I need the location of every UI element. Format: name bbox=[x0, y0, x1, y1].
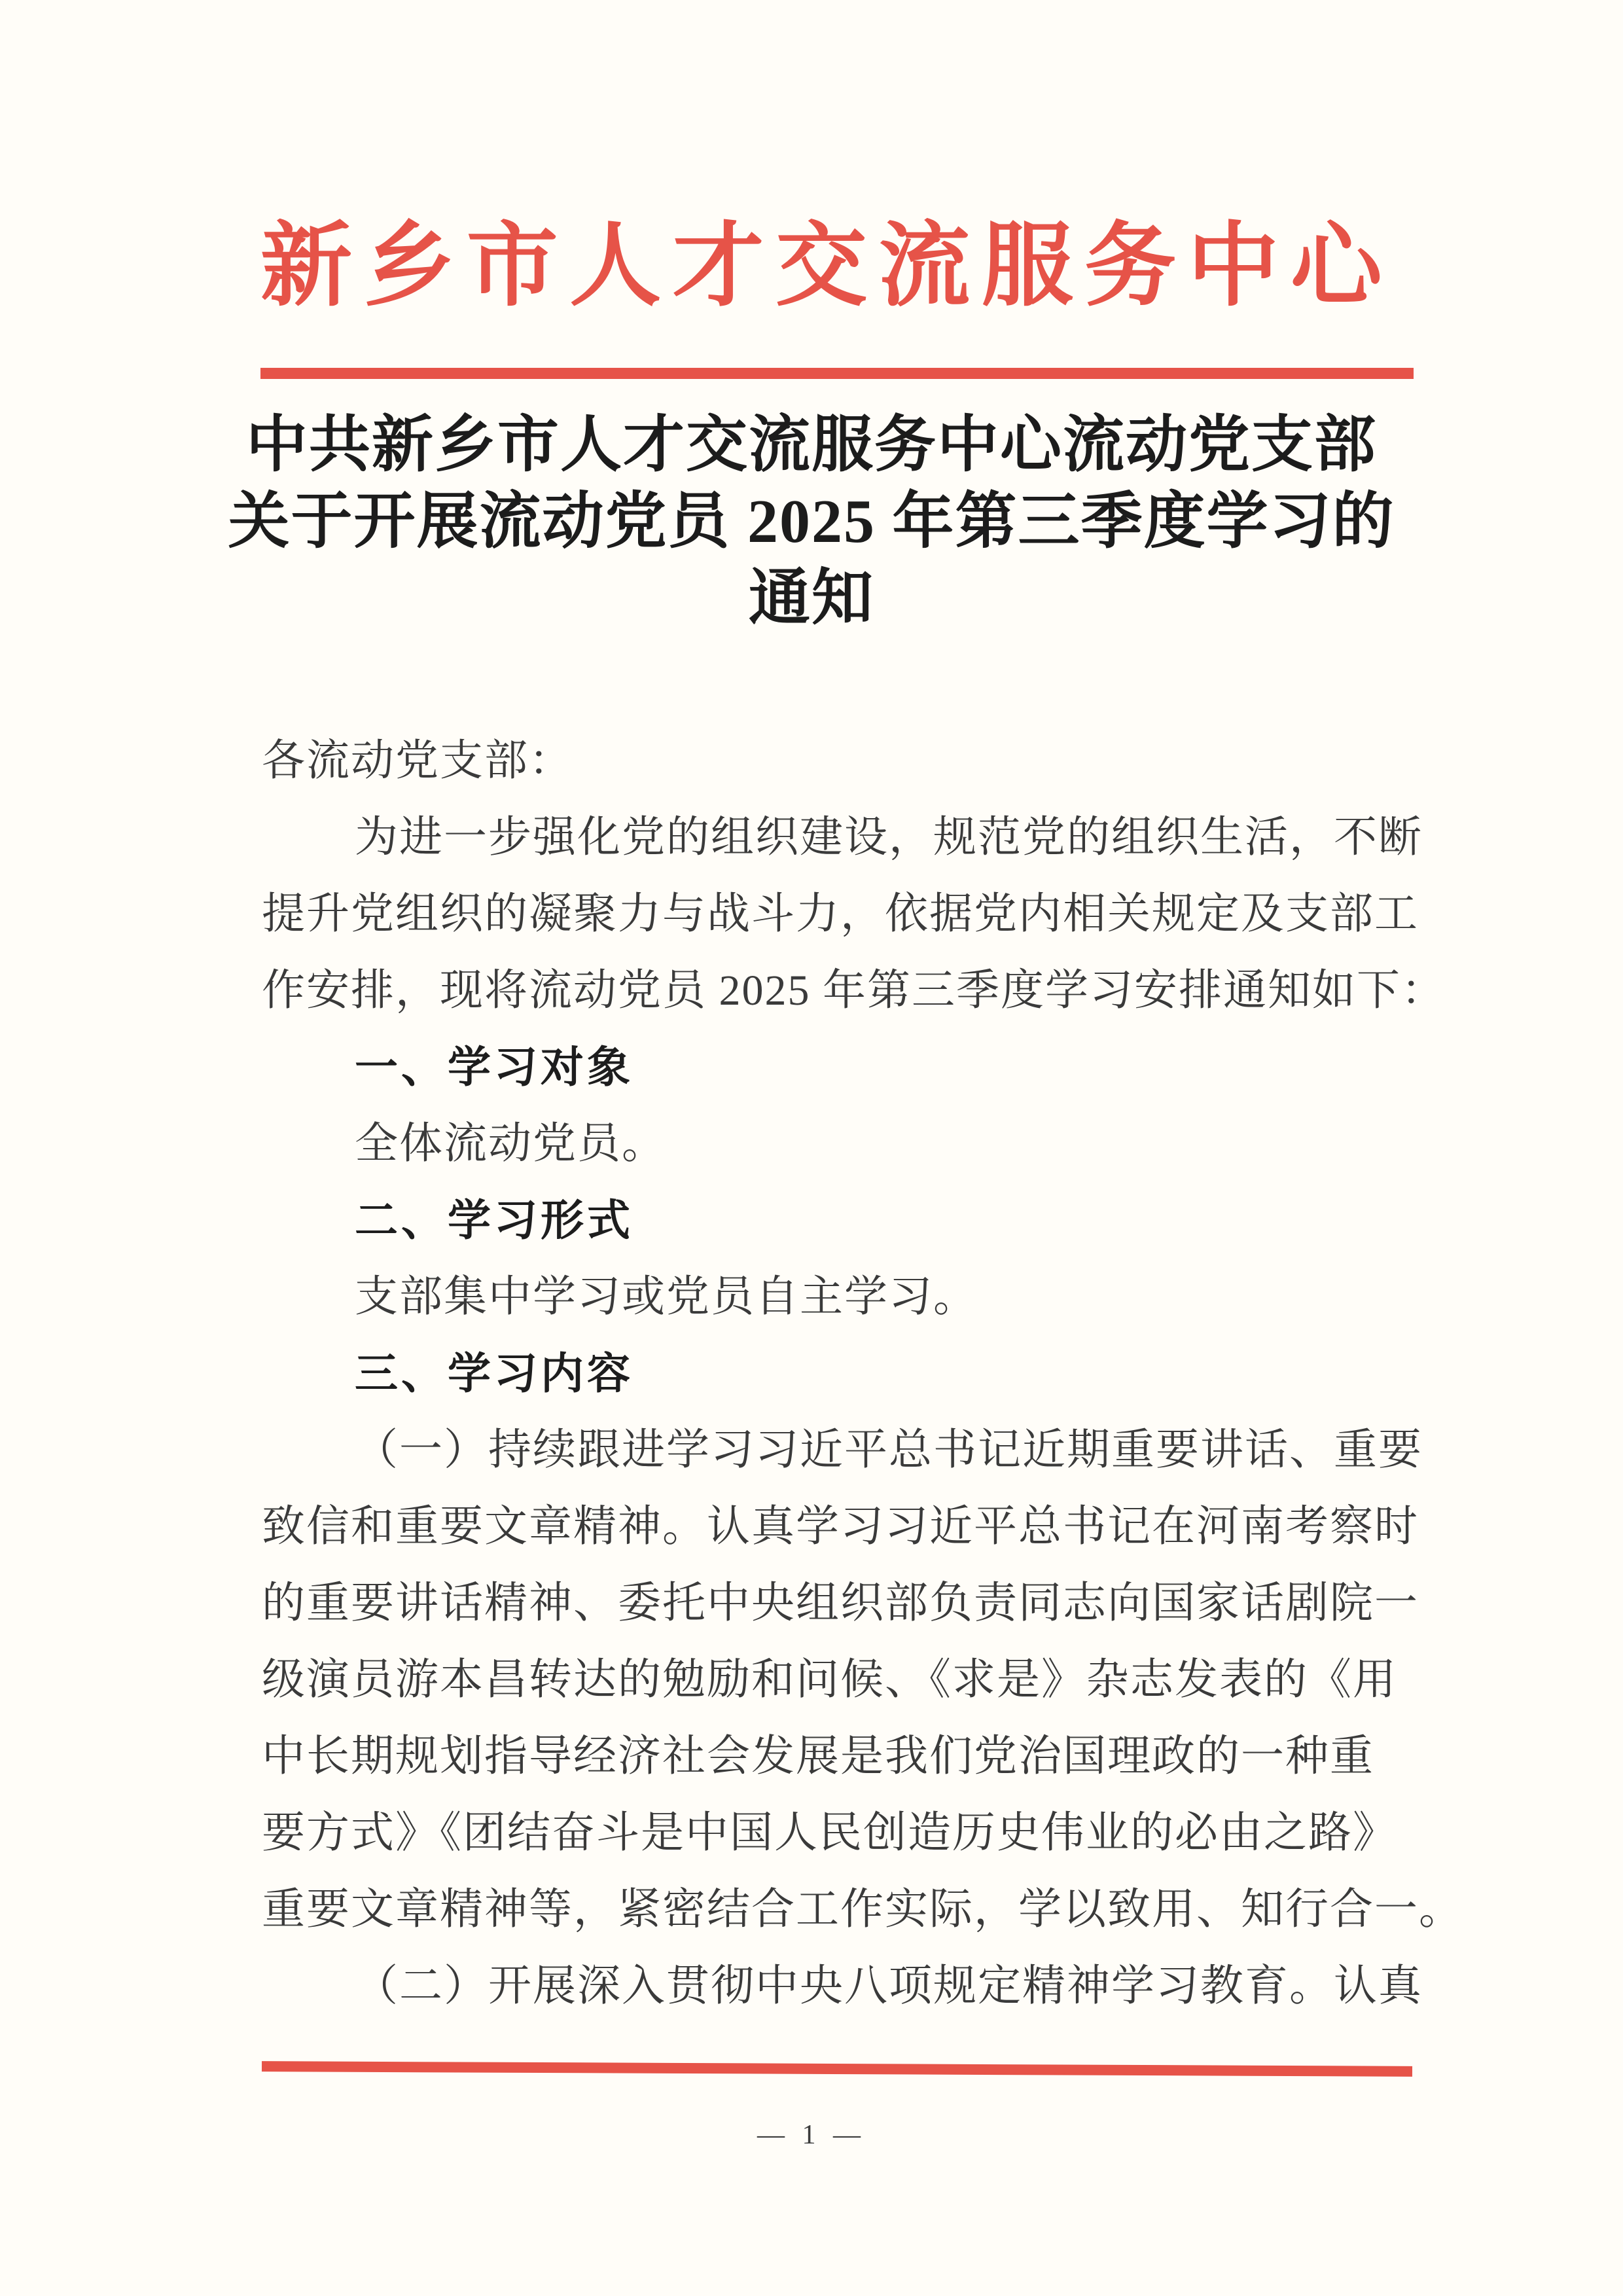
body-text-line: 级演员游本昌转达的勉励和问候、《求是》杂志发表的《用 bbox=[262, 1656, 1397, 1704]
body-text-line: 致信和重要文章精神。认真学习习近平总书记在河南考察时 bbox=[262, 1503, 1419, 1551]
letterhead-character: 人 bbox=[569, 216, 662, 317]
letterhead-divider-line bbox=[260, 368, 1414, 379]
document-title-line: 关于开展流动党员 2025 年第三季度学习的 bbox=[228, 488, 1395, 556]
body-text-line: 作安排，现将流动党员 2025 年第三季度学习安排通知如下： bbox=[262, 967, 1446, 1014]
body-text-line: 全体流动党员。 bbox=[355, 1120, 666, 1168]
letterhead-character: 流 bbox=[878, 216, 971, 317]
letterhead-org-name bbox=[260, 215, 1382, 319]
letterhead-character: 心 bbox=[1290, 216, 1382, 317]
body-text-line: 中长期规划指导经济社会发展是我们党治国理政的一种重 bbox=[262, 1732, 1374, 1780]
document-body bbox=[262, 723, 1463, 2024]
letterhead-character: 交 bbox=[775, 216, 867, 317]
body-text-line: 三、学习内容 bbox=[355, 1349, 633, 1397]
body-text-line: （一）持续跟进学习习近平总书记近期重要讲话、重要 bbox=[355, 1426, 1423, 1474]
body-text-line: 各流动党支部： bbox=[262, 737, 573, 785]
letterhead-character: 市 bbox=[466, 216, 558, 317]
body-text-line: 一、学习对象 bbox=[355, 1043, 633, 1091]
letterhead-character: 乡 bbox=[363, 216, 455, 317]
footer-divider-line bbox=[262, 2061, 1412, 2077]
document-title-line: 通知 bbox=[748, 564, 874, 632]
letterhead-character: 中 bbox=[1187, 216, 1279, 317]
body-text-line: 要方式》《团结奋斗是中国人民创造历史伟业的必由之路》 bbox=[262, 1809, 1397, 1857]
body-text-line: 重要文章精神等，紧密结合工作实际，学以致用、知行合一。 bbox=[262, 1886, 1463, 1933]
body-text-line: 支部集中学习或党员自主学习。 bbox=[355, 1273, 978, 1321]
page-number: — 1 — bbox=[757, 2120, 866, 2150]
body-text-line: 的重要讲话精神、委托中央组织部负责同志向国家话剧院一 bbox=[262, 1579, 1419, 1627]
body-text-line: 为进一步强化党的组织建设，规范党的组织生活，不断 bbox=[355, 814, 1423, 861]
document-title-line: 中共新乡市人才交流服务中心流动党支部 bbox=[245, 411, 1377, 479]
body-text-line: （二）开展深入贯彻中央八项规定精神学习教育。认真 bbox=[355, 1962, 1423, 2010]
letterhead-character: 新 bbox=[260, 216, 353, 317]
letterhead-character: 服 bbox=[981, 216, 1073, 317]
body-text-line: 二、学习形式 bbox=[355, 1196, 633, 1244]
body-text-line: 提升党组织的凝聚力与战斗力，依据党内相关规定及支部工 bbox=[262, 890, 1419, 938]
letterhead-character: 才 bbox=[672, 216, 764, 317]
document-title bbox=[0, 407, 1623, 637]
letterhead-character: 务 bbox=[1084, 216, 1177, 317]
